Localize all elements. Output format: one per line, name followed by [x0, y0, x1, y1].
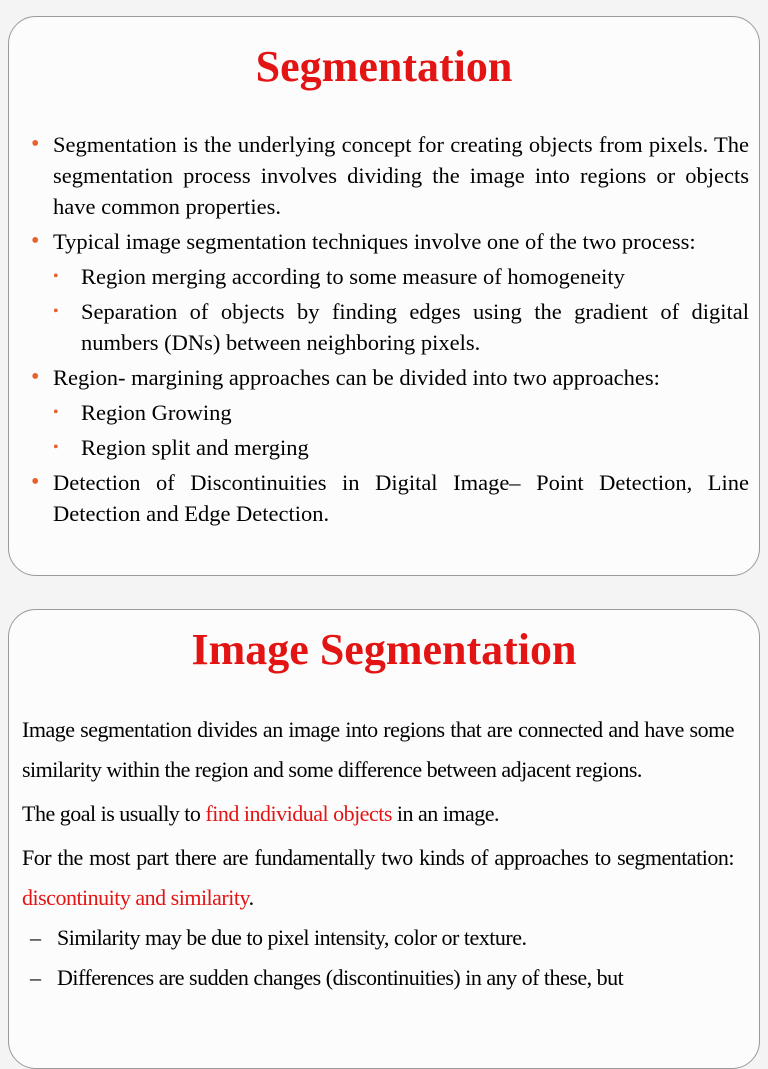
bullet-item: • Segmentation is the underlying concept for creating objects from pixels. The segmentation process involves dividing the image into regions or objects have common properties.	[31, 131, 749, 219]
slide-segmentation	[8, 16, 760, 576]
dash-item: – Differences are sudden changes (discontinuities) in any of these, but	[22, 958, 734, 998]
dash-item: – Similarity may be due to pixel intensity, color or texture.	[22, 918, 734, 958]
bullet-icon: •	[53, 439, 59, 456]
slide-title: Segmentation	[255, 42, 513, 91]
sub-bullet-item: • Separation of objects by finding edges using the gradient of digital numbers (DNs) between neighboring pixels.	[29, 296, 749, 358]
sub-bullet-item: • Region split and merging	[29, 432, 749, 463]
highlight-text: find individual objects	[205, 801, 392, 826]
paragraph: The goal is usually to find individual objects in an image.	[22, 801, 500, 826]
dash-icon: –	[30, 965, 41, 990]
bullet-icon: •	[53, 303, 59, 320]
slide-image-segmentation	[8, 609, 760, 1069]
sub-bullet-item: • Region merging according to some measure of homogeneity	[29, 261, 749, 292]
bullet-item: • Typical image segmentation techniques involve one of the two process:	[29, 226, 749, 257]
slide-body	[29, 129, 749, 533]
bullet-icon: •	[31, 469, 40, 495]
sub-bullet-item: • Region Growing	[29, 397, 749, 428]
bullet-icon: •	[53, 268, 59, 285]
paragraph: Image segmentation divides an image into regions that are connected and have some similarity within the region and some difference between adjacent regions.	[22, 717, 734, 782]
dash-icon: –	[30, 925, 41, 950]
bullet-icon: •	[31, 228, 40, 254]
paragraph: For the most part there are fundamentally two kinds of approaches to segmentation: discontinuity and similarity.	[22, 845, 734, 910]
slide-title: Image Segmentation	[191, 625, 577, 674]
bullet-icon: •	[31, 364, 40, 390]
bullet-item: • Detection of Discontinuities in Digital Image– Point Detection, Line Detection and Edge Detection.	[31, 469, 749, 526]
highlight-text: discontinuity and similarity	[22, 885, 249, 910]
slide-body	[22, 710, 734, 998]
bullet-icon: •	[31, 131, 40, 157]
bullet-icon: •	[53, 404, 59, 421]
bullet-item: • Region- margining approaches can be divided into two approaches:	[29, 362, 749, 393]
